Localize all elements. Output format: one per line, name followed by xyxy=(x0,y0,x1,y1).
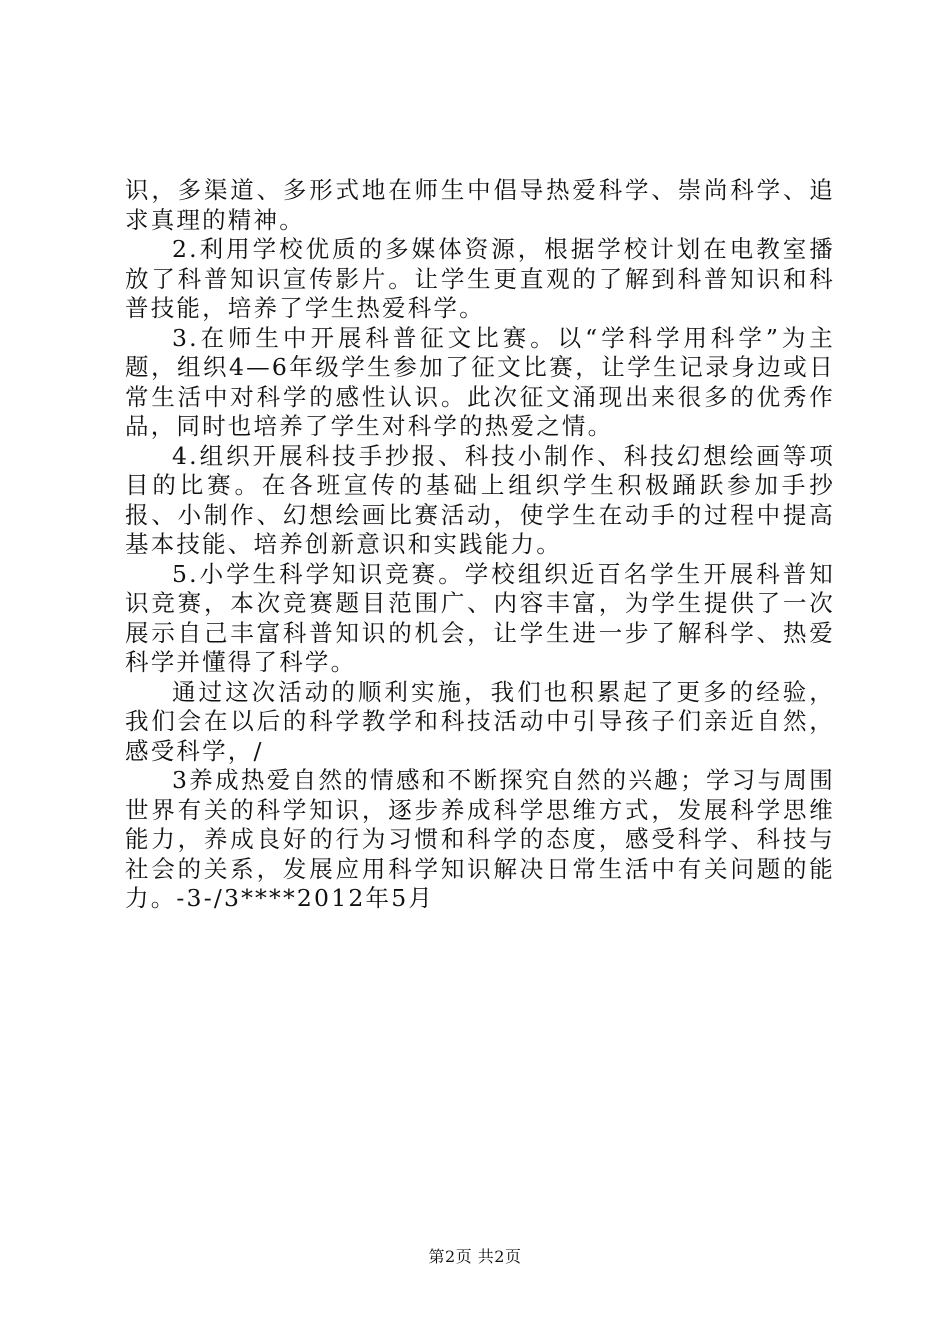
paragraph-item-4: 4.组织开展科技手抄报、科技小制作、科技幻想绘画等项目的比赛。在各班宣传的基础上组织学生积极踊跃参加手抄报、小制作、幻想绘画比赛活动，使学生在动手的过程中提高基本技能、培养创新意识和实践能力。 xyxy=(125,441,835,558)
document-body xyxy=(125,176,835,914)
page-number-footer: 第2页 共2页 xyxy=(428,1247,522,1266)
paragraph-summary: 通过这次活动的顺利实施，我们也积累起了更多的经验，我们会在以后的科学教学和科技活动中引导孩子们亲近自然，感受科学，/ xyxy=(125,677,835,765)
paragraph-closing: 3养成热爱自然的情感和不断探究自然的兴趣；学习与周围世界有关的科学知识，逐步养成科学思维方式，发展科学思维能力，养成良好的行为习惯和科学的态度，感受科学、科技与社会的关系，发展应用科学知识解决日常生活中有关问题的能力。-3-/3****2012年5月 xyxy=(125,766,835,912)
paragraph-continuation: 识，多渠道、多形式地在师生中倡导热爱科学、崇尚科学、追求真理的精神。 xyxy=(125,176,835,234)
paragraph-item-3: 3.在师生中开展科普征文比赛。以“学科学用科学”为主题，组织4—6年级学生参加了征文比赛，让学生记录身边或日常生活中对科学的感性认识。此次征文涌现出来很多的优秀作品，同时也培养了学生对科学的热爱之情。 xyxy=(125,323,835,440)
paragraph-item-2: 2.利用学校优质的多媒体资源，根据学校计划在电教室播放了科普知识宣传影片。让学生更直观的了解到科普知识和科普技能，培养了学生热爱科学。 xyxy=(125,235,835,322)
paragraph-item-5: 5.小学生科学知识竞赛。学校组织近百名学生开展科普知识竞赛，本次竞赛题目范围广、内容丰富，为学生提供了一次展示自己丰富科普知识的机会，让学生进一步了解科学、热爱科学并懂得了科学。 xyxy=(125,559,835,676)
